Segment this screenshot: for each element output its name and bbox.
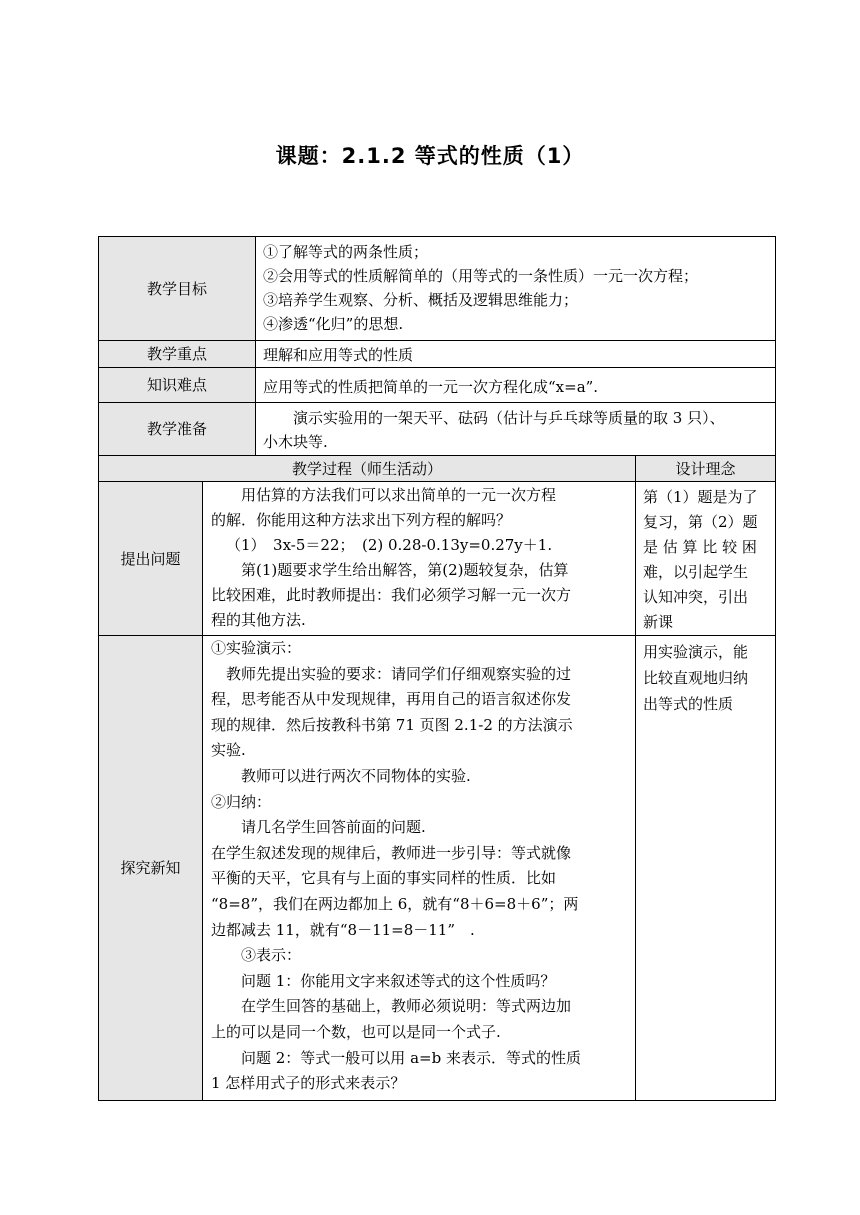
content-line: 程，思考能否从中发现规律，再用自己的语言叙述你发 [211, 690, 572, 709]
note-line: 出等式的性质 [643, 695, 734, 713]
content-line: 在学生叙述发现的规律后，教师进一步引导：等式就像 [211, 843, 572, 862]
content-line: 在学生回答的基础上，教师必须说明：等式两边加 [241, 997, 572, 1016]
note-line: 新课 [643, 613, 674, 631]
process-header: 教学过程（师生活动） [291, 459, 442, 478]
content-line: 边都减去 11，就有“8－11=8－11” . [211, 920, 475, 939]
content-line: “8=8”，我们在两边都加上 6，就有“8＋6=8＋6”；两 [211, 894, 579, 913]
preparation-line: 演示实验用的一架天平、砝码（估计与乒乓球等质量的取 3 只）、 [293, 409, 725, 427]
content-line: 的解．你能用这种方法求出下列方程的解吗？ [211, 511, 512, 529]
content-line: 比较困难，此时教师提出：我们必须学习解一元一次方 [211, 586, 572, 604]
note-line: 难，以引起学生 [643, 563, 749, 581]
key-point-label: 教学重点 [146, 345, 207, 363]
objective-item: ①了解等式的两条性质； [263, 243, 429, 261]
objectives-list [255, 238, 776, 336]
objective-item: ②会用等式的性质解简单的（用等式的一条性质）一元一次方程； [263, 267, 699, 285]
preparation-label: 教学准备 [146, 420, 207, 438]
note-line: 复习，第（2）题 [643, 513, 758, 531]
content-line: （1） 3x-5＝22； (2) 0.28-0.13y=0.27y＋1. [226, 536, 553, 554]
content-line: 问题 1：你能用文字来叙述等式的这个性质吗？ [241, 971, 556, 990]
note-line: 比较直观地归纳 [643, 669, 749, 687]
preparation-line: 小木块等. [263, 433, 328, 451]
note-line: 第（1）题是为了 [643, 488, 758, 506]
difficulty-text: 应用等式的性质把简单的一元一次方程化成“x=a”. [263, 378, 599, 396]
content-line: 平衡的天平，它具有与上面的事实同样的性质．比如 [211, 869, 557, 888]
content-line: 1 怎样用式子的形式来表示？ [211, 1074, 406, 1093]
note-line: 是 估 算 比 较 困 [643, 538, 757, 556]
content-line: 第(1)题要求学生给出解答，第(2)题较复杂，估算 [241, 561, 569, 579]
content-line: 程的其他方法. [211, 611, 306, 629]
note-line: 认知冲突，引出 [643, 588, 749, 606]
content-line: 现的规律．然后按教科书第 71 页图 2.1-2 的方法演示 [211, 715, 573, 734]
content-line: ③表示： [241, 946, 302, 965]
page-title: 课题：2.1.2 等式的性质（1） [275, 144, 585, 168]
section1-label: 提出问题 [120, 549, 181, 568]
difficulty-label: 知识难点 [146, 376, 207, 394]
content-line: 实验. [211, 741, 246, 760]
preparation-text [255, 404, 776, 454]
section2-content [202, 636, 636, 1097]
content-line: 请几名学生回答前面的问题. [241, 818, 426, 837]
section2-label: 探究新知 [120, 859, 181, 877]
section1-note [635, 483, 776, 635]
note-line: 用实验演示，能 [643, 643, 749, 661]
key-point-text: 理解和应用等式的性质 [263, 346, 414, 364]
section1-content [202, 483, 636, 633]
content-line: 问题 2：等式一般可以用 a=b 来表示．等式的性质 [241, 1048, 581, 1067]
content-line: ①实验演示： [211, 639, 302, 657]
content-line: 教师先提出实验的要求：请同学们仔细观察实验的过 [226, 664, 572, 683]
objective-item: ③培养学生观察、分析、概括及逻辑思维能力； [263, 291, 579, 309]
content-line: ②归纳： [211, 792, 272, 811]
content-line: 用估算的方法我们可以求出简单的一元一次方程 [241, 486, 557, 504]
design-header: 设计理念 [675, 459, 736, 478]
objective-item: ④渗透“化归”的思想. [263, 315, 404, 333]
content-line: 教师可以进行两次不同物体的实验. [241, 766, 471, 785]
section2-note [635, 637, 776, 717]
objectives-label: 教学目标 [146, 279, 207, 298]
content-line: 上的可以是同一个数，也可以是同一个式子. [211, 1022, 501, 1041]
